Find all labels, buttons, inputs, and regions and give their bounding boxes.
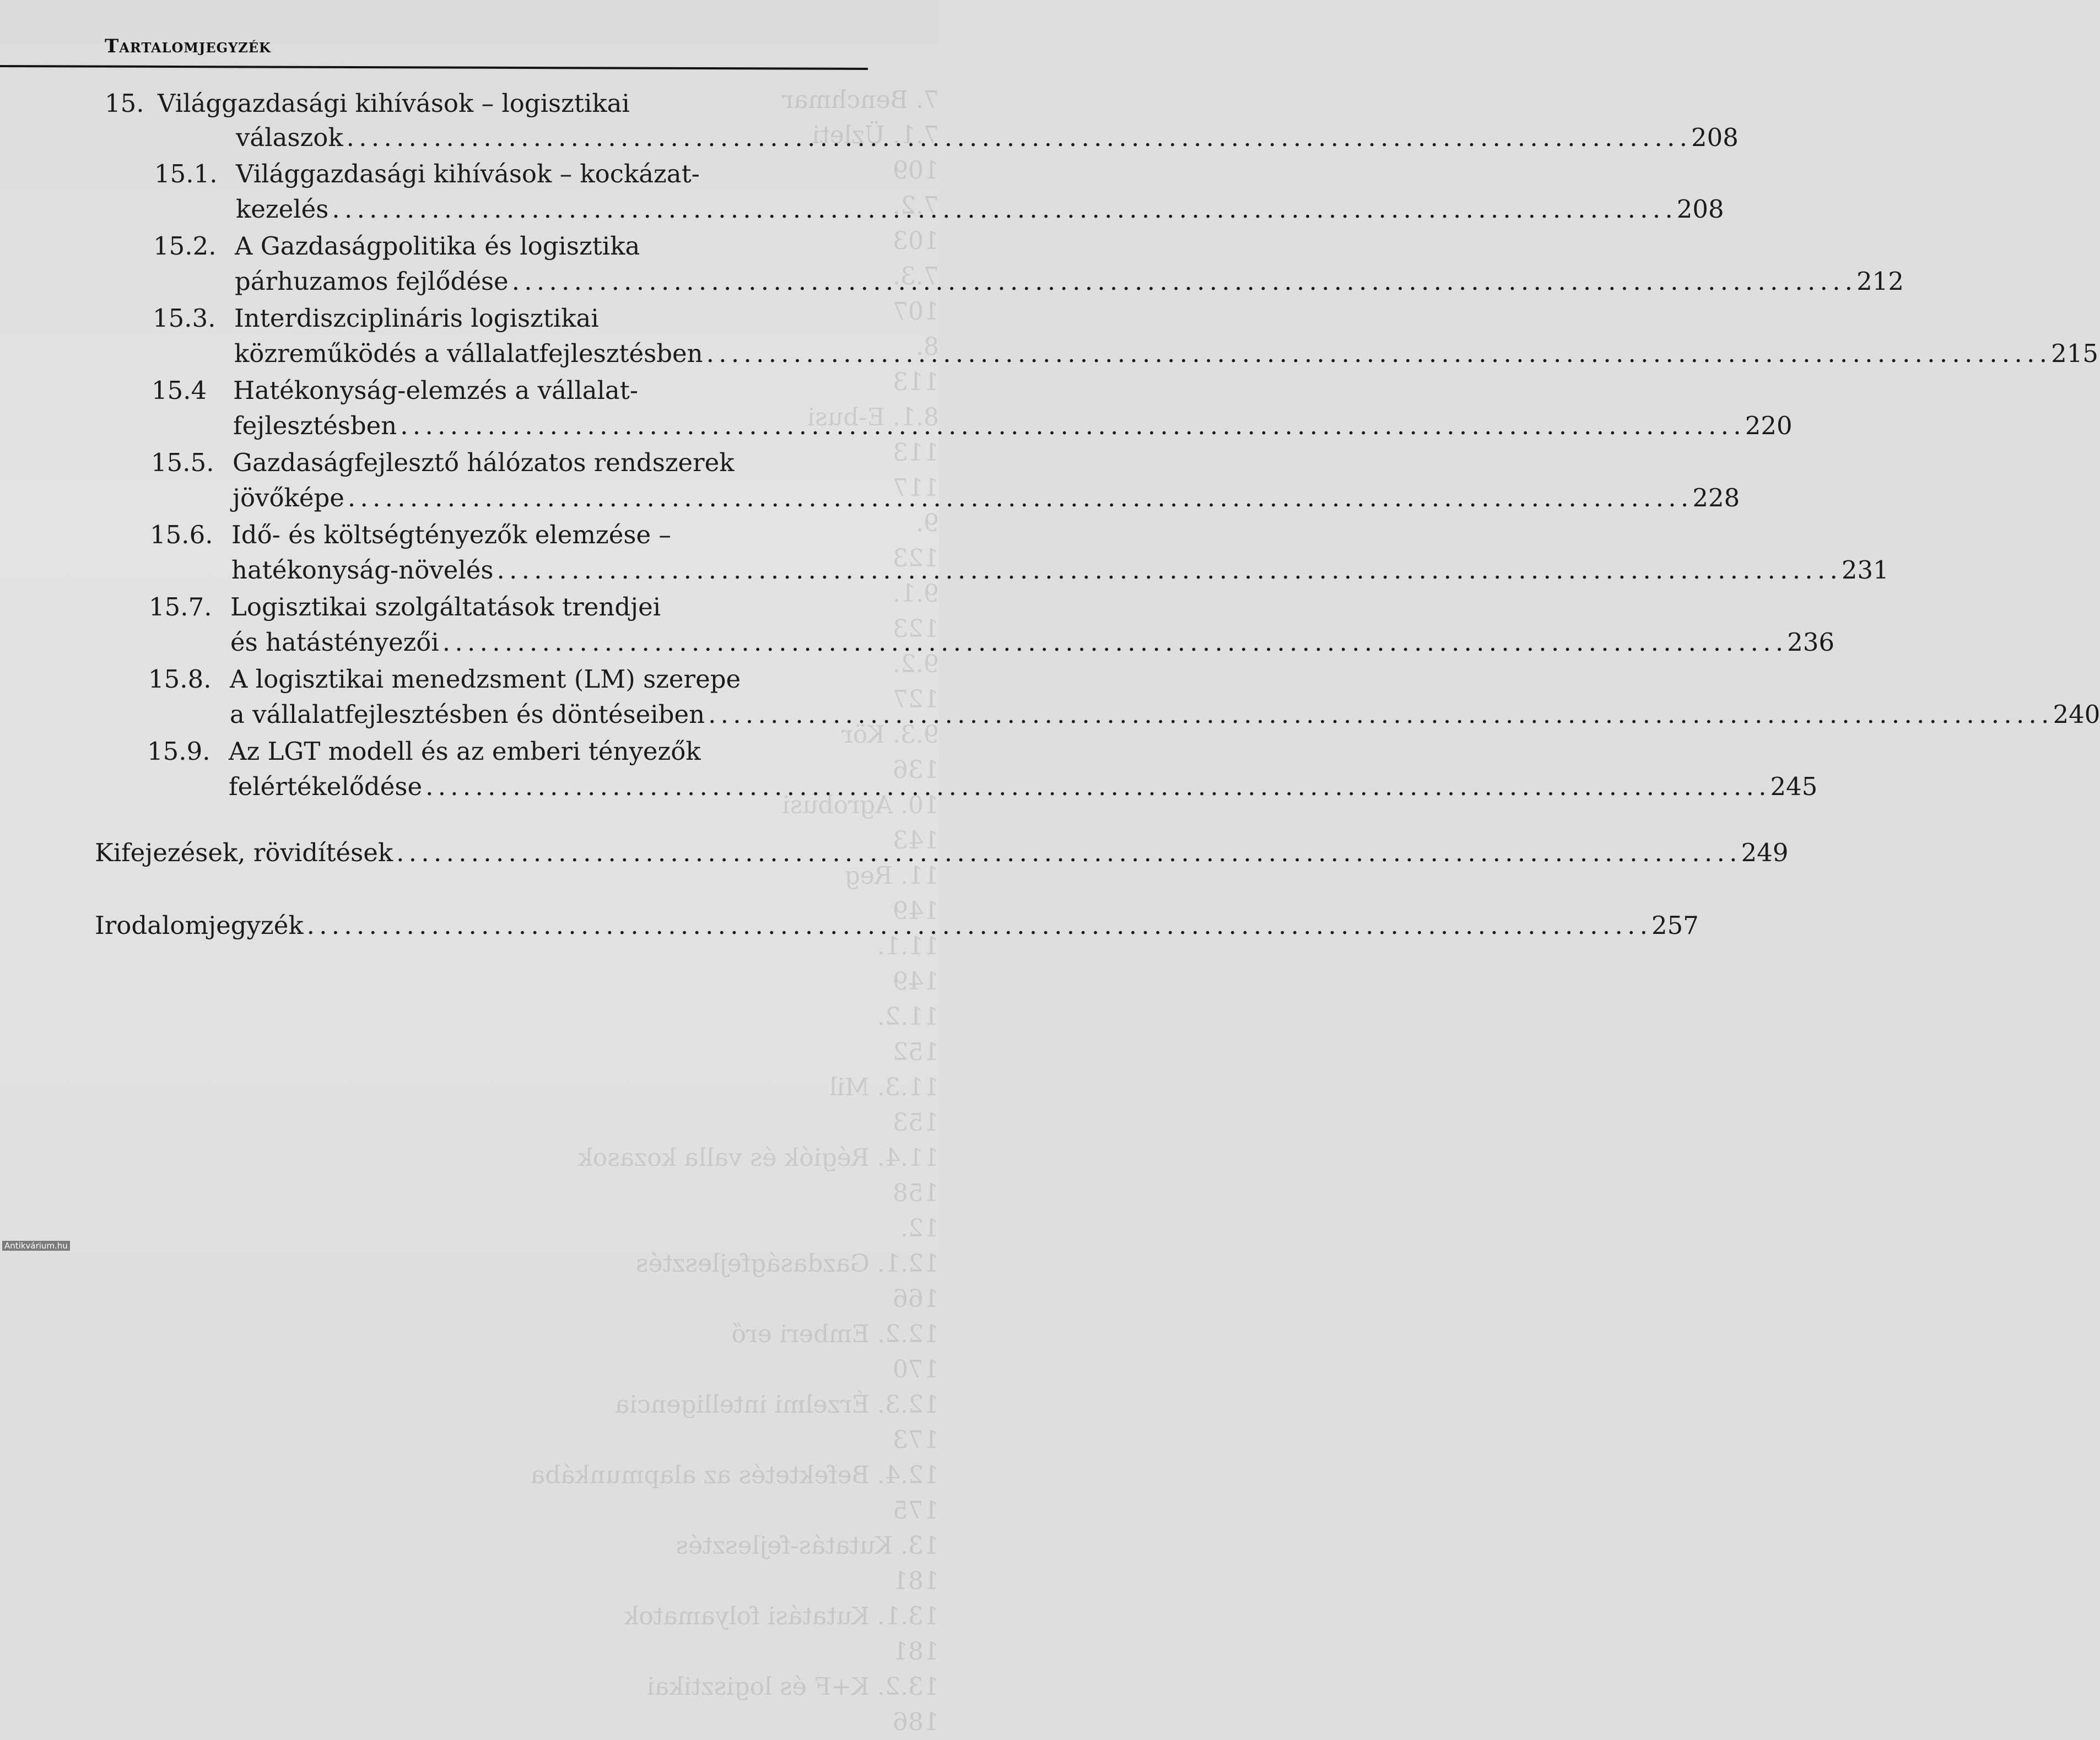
page-number: 245: [1770, 772, 1818, 801]
ghost-line: 149: [893, 897, 939, 925]
ghost-line: 173: [893, 1426, 939, 1454]
section-number: 15.5.: [151, 448, 214, 477]
ghost-line: 11.4. Régiók és valla kozasok: [578, 1144, 939, 1172]
page-number: 215: [2051, 339, 2098, 368]
ghost-line: 153: [893, 1109, 939, 1137]
chapter-number: 15.: [105, 89, 144, 118]
dot-leader: [348, 483, 1687, 514]
dot-leader: [396, 837, 1735, 868]
dot-leader: [708, 699, 2047, 730]
ghost-line: 158: [893, 1179, 939, 1207]
ghost-line: 136: [893, 756, 939, 784]
section-title-line1: Világgazdasági kihívások – kockázat-: [236, 159, 700, 188]
ghost-line: 109: [893, 156, 939, 185]
ghost-line: 181: [893, 1567, 939, 1595]
page-number: 240: [2053, 700, 2100, 729]
section-title-line2: a vállalatfejlesztésben és döntéseiben: [230, 700, 705, 729]
page-number: 228: [1692, 483, 1740, 512]
section-number: 15.3.: [153, 304, 216, 333]
ghost-line: 117: [893, 474, 939, 502]
ghost-line: 113: [893, 439, 939, 467]
chapter-title-line1: Világgazdasági kihívások – logisztikai: [158, 89, 630, 118]
section-title-line2: és hatástényezői: [230, 628, 439, 657]
dot-leader: [442, 627, 1782, 658]
ghost-line: 123: [893, 615, 939, 643]
ghost-line: 11.3. Mil: [829, 1073, 939, 1101]
ghost-line: 12.: [900, 1214, 939, 1242]
ghost-line: 9.1.: [893, 580, 939, 608]
dot-leader: [400, 410, 1739, 441]
section-title-line1: Az LGT modell és az emberi tényezők: [229, 737, 701, 766]
ghost-line: 9.2.: [893, 650, 939, 678]
ghost-line: 9.: [916, 509, 939, 537]
dot-leader: [512, 266, 1851, 297]
ghost-line: 170: [893, 1355, 939, 1384]
ghost-line: 10. Agrobusi: [782, 791, 939, 819]
page-number: 257: [1651, 911, 1699, 940]
ghost-line: 11.2.: [877, 1003, 939, 1031]
page-number: 220: [1745, 411, 1793, 440]
section-title-line2: fejlesztésben: [233, 411, 397, 440]
ghost-line: 12.1. Gazdaságfejlesztés: [635, 1250, 939, 1278]
section-title-line1: A Gazdaságpolitika és logisztika: [235, 231, 640, 261]
dot-leader: [706, 338, 2045, 369]
ghost-line: 8.1. E-busi: [807, 403, 939, 431]
section-title-line2: felértékelődése: [229, 772, 423, 801]
entry-title: Irodalomjegyzék: [95, 911, 304, 940]
section-title-line1: Gazdaságfejlesztő hálózatos rendszerek: [233, 448, 735, 477]
ghost-line: 7.3.: [893, 262, 939, 290]
ghost-line: 12.3. Érzelmi intelligencia: [614, 1391, 939, 1419]
page-number: 249: [1741, 838, 1789, 867]
bleed-through-text: [530, 83, 939, 1736]
page-number: 208: [1691, 123, 1739, 152]
ghost-line: 13. Kutatás-fejlesztés: [676, 1532, 939, 1560]
ghost-line: 12.4. Befektetés az alapmunkába: [530, 1461, 939, 1489]
ghost-line: 9.3. Kör: [841, 721, 939, 749]
section-title-line1: Logisztikai szolgáltatások trendjei: [230, 592, 661, 622]
page-number: 208: [1676, 194, 1724, 224]
header-rule: [0, 65, 868, 70]
page-number: 236: [1787, 628, 1835, 657]
section-title-line1: Hatékonyság-elemzés a vállalat-: [233, 376, 639, 405]
ghost-line: 11.1.: [877, 932, 939, 960]
ghost-line: 149: [893, 968, 939, 996]
ghost-line: 7. Benchmar: [782, 86, 939, 114]
ghost-line: 13.2. K+F és logisztikai: [646, 1673, 939, 1701]
ghost-line: 166: [893, 1285, 939, 1313]
page-number: 212: [1856, 267, 1904, 296]
section-number: 15.2.: [153, 231, 217, 261]
section-number: 15.9.: [147, 737, 210, 766]
ghost-line: 8.: [916, 333, 939, 361]
ghost-line: 186: [893, 1708, 939, 1736]
ghost-line: 175: [893, 1496, 939, 1525]
section-title-line2: közreműködés a vállalatfejlesztésben: [234, 339, 703, 368]
ghost-line: 143: [893, 826, 939, 855]
section-title-line2: jövőképe: [233, 483, 344, 512]
ghost-line: 11. Reg: [844, 862, 939, 890]
ghost-line: 113: [893, 368, 939, 396]
dot-leader: [425, 771, 1764, 802]
section-number: 15.8.: [148, 664, 212, 694]
ghost-line: 107: [893, 298, 939, 326]
ghost-line: 7.1. Üzleti: [812, 121, 939, 149]
section-title-line1: Interdiszciplináris logisztikai: [234, 304, 599, 333]
site-watermark: Antikvárium.hu: [2, 1241, 70, 1251]
ghost-line: 127: [893, 685, 939, 714]
ghost-line: 181: [893, 1638, 939, 1666]
section-number: 15.4: [152, 376, 207, 405]
section-number: 15.6.: [150, 520, 213, 549]
section-title-line1: A logisztikai menedzsment (LM) szerepe: [230, 664, 741, 694]
section-title-line2: kezelés: [236, 194, 329, 224]
dot-leader: [332, 194, 1671, 225]
dot-leader: [307, 910, 1646, 941]
section-title-line1: Idő- és költségtényezők elemzése –: [231, 520, 671, 549]
ghost-line: 13.1. Kutatási folyamatok: [624, 1602, 939, 1630]
ghost-line: 103: [893, 227, 939, 255]
section-title-line2: párhuzamos fejlődése: [235, 267, 509, 296]
ghost-line: 12.2. Emberi erő: [731, 1320, 939, 1348]
ghost-line: 152: [893, 1038, 939, 1066]
chapter-title-line2: válaszok: [236, 123, 343, 152]
ghost-line: 7.2.: [893, 192, 939, 220]
page-header-title: Tartalomjegyzék: [105, 35, 271, 57]
dot-leader: [496, 555, 1836, 586]
ghost-line: 123: [893, 544, 939, 572]
section-title-line2: hatékonyság-növelés: [231, 555, 494, 585]
page-number: 231: [1841, 555, 1889, 585]
section-number: 15.7.: [149, 592, 212, 622]
entry-title: Kifejezések, rövidítések: [95, 838, 393, 867]
dot-leader: [347, 122, 1686, 153]
section-number: 15.1.: [154, 159, 218, 188]
